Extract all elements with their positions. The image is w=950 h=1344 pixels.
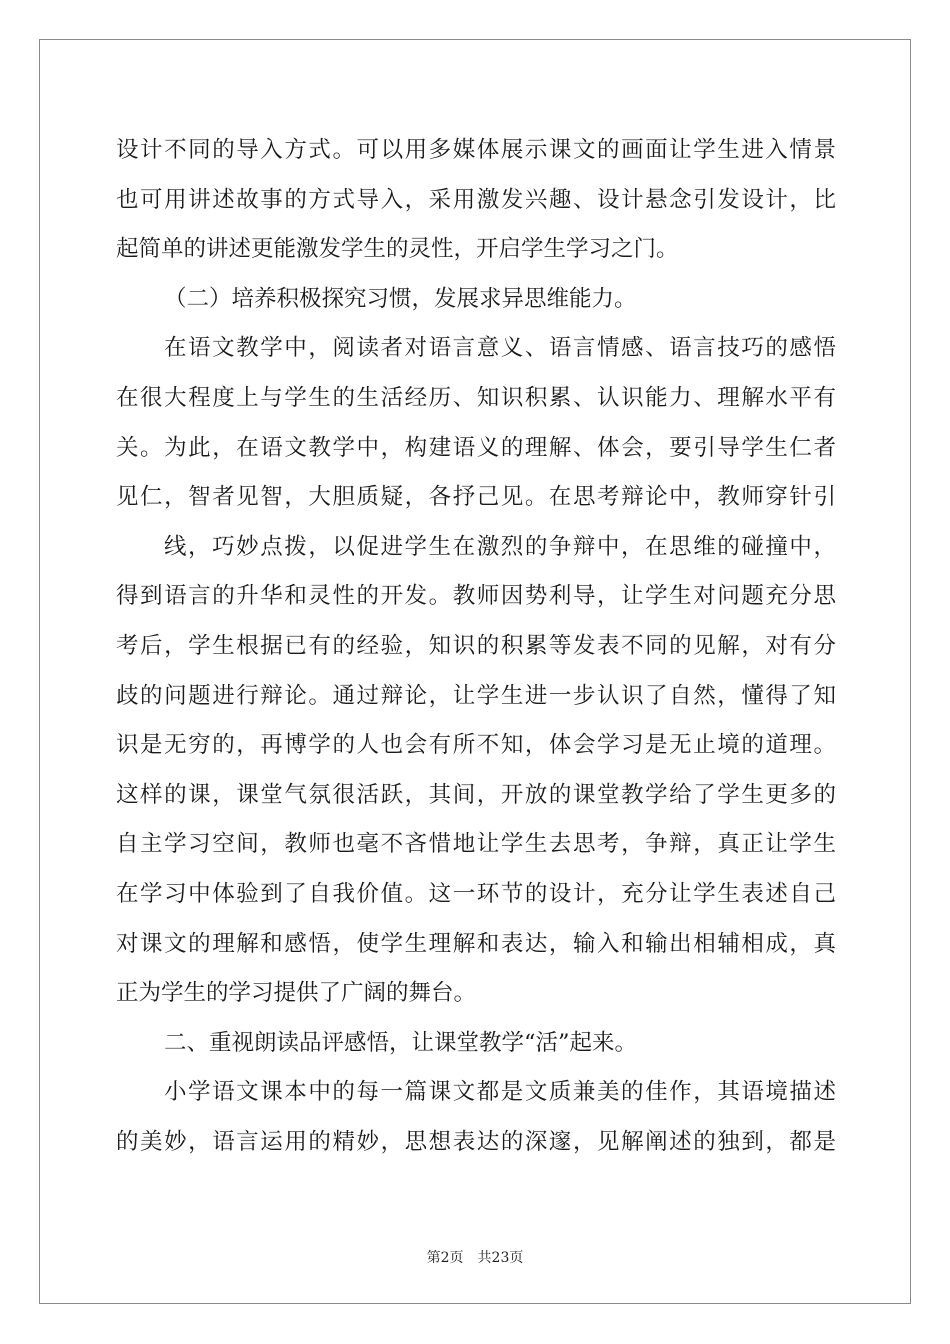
text-line: 起简单的讲述更能激发学生的灵性，开启学生学习之门。 <box>116 236 679 263</box>
text-line: 歧的问题进行辩论。通过辩论，让学生进一步认识了自然，懂得了知 <box>116 682 836 709</box>
text-line: 得到语言的升华和灵性的开发。教师因势利导，让学生对问题充分思 <box>116 583 836 610</box>
text-line: 小学语文课本中的每一篇课文都是文质兼美的佳作，其语境描述 <box>164 1079 836 1106</box>
text-line: 自主学习空间，教师也毫不吝惜地让学生去思考，争辩，真正让学生 <box>116 831 836 858</box>
text-line: 这样的课，课堂气氛很活跃，其间，开放的课堂教学给了学生更多的 <box>116 781 836 808</box>
text-line: 考后，学生根据已有的经验，知识的积累等发表不同的见解，对有分 <box>116 632 836 659</box>
text-line: 线，巧妙点拨，以促进学生在激烈的争辩中，在思维的碰撞中， <box>164 533 836 560</box>
document-body <box>116 126 836 1167</box>
page-footer <box>0 1247 950 1267</box>
text-line: 也可用讲述故事的方式导入，采用激发兴趣、设计悬念引发设计，比 <box>116 186 836 213</box>
text-line: 的美妙，语言运用的精妙，思想表达的深邃，见解阐述的独到，都是 <box>116 1128 836 1155</box>
text-line: 在语文教学中，阅读者对语言意义、语言情感、语言技巧的感悟 <box>164 335 836 362</box>
text-line: 对课文的理解和感悟，使学生理解和表达，输入和输出相辅相成，真 <box>116 930 836 957</box>
text-line: 在学习中体验到了自我价值。这一环节的设计，充分让学生表述自己 <box>116 880 836 907</box>
text-line: 在很大程度上与学生的生活经历、知识积累、认识能力、理解水平有 <box>116 384 836 411</box>
text-line: 关。为此，在语文教学中，构建语义的理解、体会，要引导学生仁者 <box>116 434 836 461</box>
text-line: 识是无穷的，再博学的人也会有所不知，体会学习是无止境的道理。 <box>116 732 836 759</box>
page-number: 第2页 <box>426 1250 464 1266</box>
section-heading: （二）培养积极探究习惯，发展求异思维能力。 <box>164 285 637 312</box>
text-line: 见仁，智者见智，大胆质疑，各抒己见。在思考辩论中，教师穿针引 <box>116 484 836 511</box>
text-line: 正为学生的学习提供了广阔的舞台。 <box>116 980 477 1007</box>
section-heading: 二、重视朗读品评感悟，让课堂教学“活”起来。 <box>164 1029 638 1056</box>
text-line: 设计不同的导入方式。可以用多媒体展示课文的画面让学生进入情景 <box>116 137 836 163</box>
page-total: 共23页 <box>477 1250 524 1266</box>
